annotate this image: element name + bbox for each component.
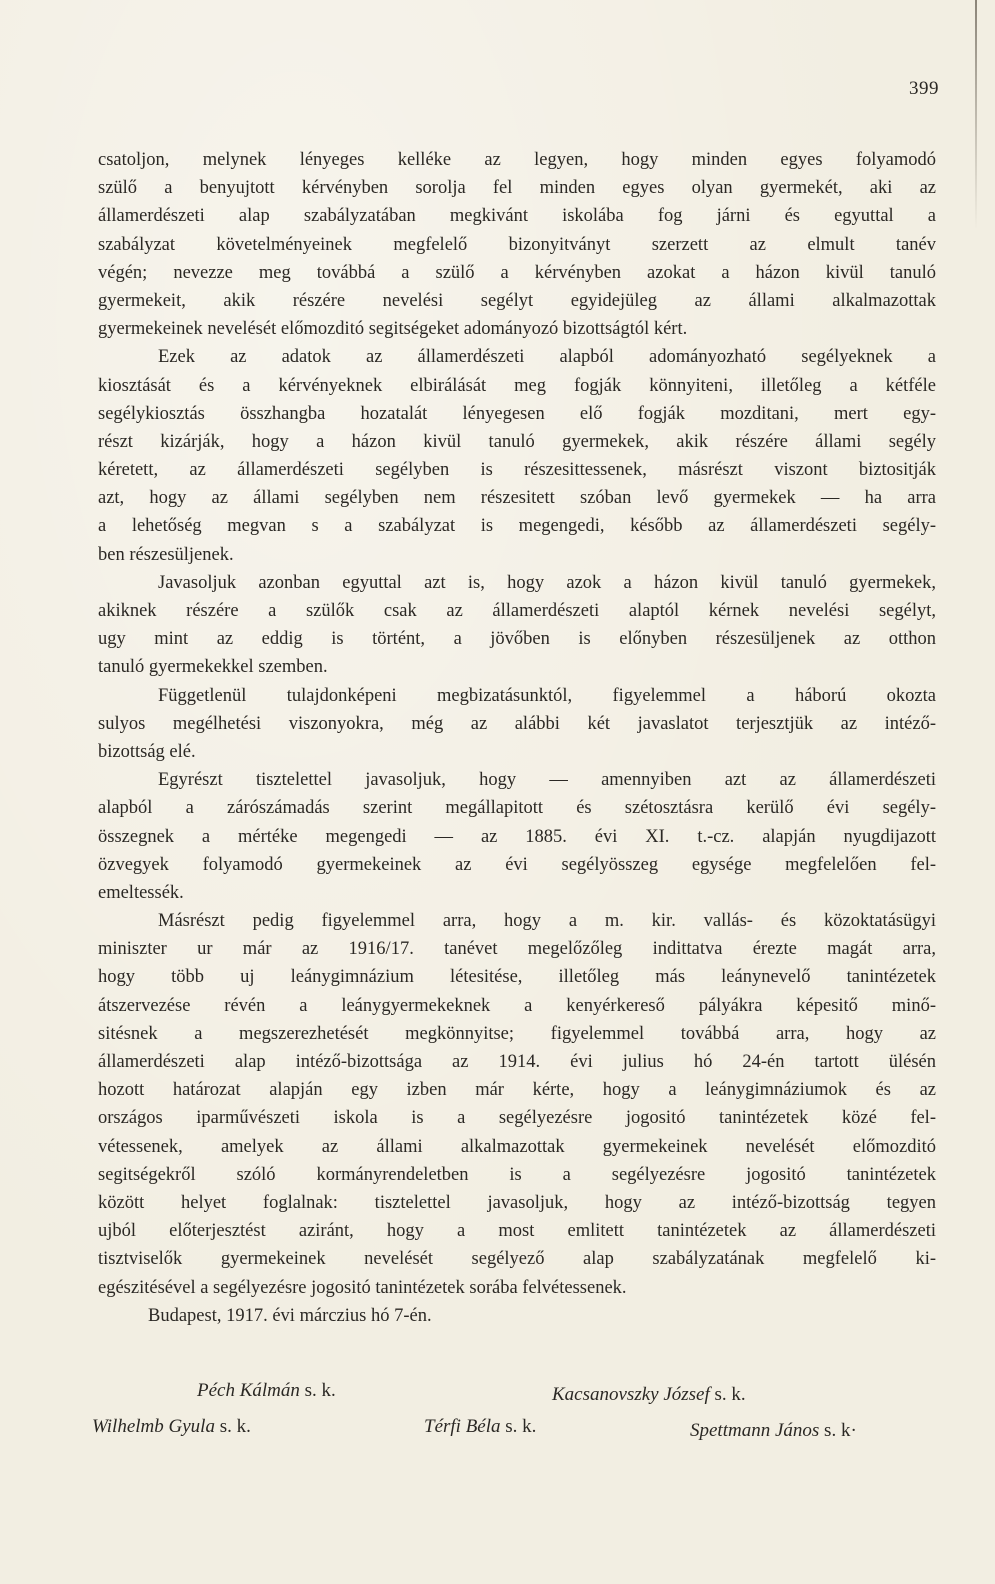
signature [92, 1416, 251, 1438]
text-line: miniszter ur már az 1916/17. tanévet megelőzőleg indittatva érezte magát arra, [98, 939, 936, 960]
signer-name: Péch Kálmán [197, 1380, 300, 1401]
text-line: segitségekről szóló kormányrendeletben is a segélyezésre jogositó tanintézetek [98, 1164, 936, 1185]
signature [552, 1384, 746, 1406]
text-line: alapból a zárószámadás szerint megállapitott és szétosztásra kerülő évi segély- [98, 798, 936, 819]
text-line: Másrészt pedig figyelemmel arra, hogy a m. kir. vallás- és közoktatásügyi [158, 911, 936, 932]
text-line: hogy több uj leánygimnázium létesitése, illetőleg más leánynevelő tanintézetek [98, 967, 936, 988]
text-line: akiknek részére a szülők csak az államerdészeti alaptól kérnek nevelési segélyt, [98, 601, 936, 621]
text-line: egészitésével a segélyezésre jogositó tanintézetek sorába felvétessenek. [98, 1277, 627, 1298]
text-line: végén; nevezze meg továbbá a szülő a kérvényben azokat a házon kivül tanuló [98, 262, 936, 283]
text-line: összegnek a mértéke megengedi — az 1885. évi XI. t.-cz. alapján nyugdijazott [98, 826, 936, 847]
text-line: Függetlenül tulajdonképeni megbizatásunktól, figyelemmel a háború okozta [158, 685, 936, 706]
text-line: azt, hogy az állami segélyben nem részesitett szóban levő gyermekek — ha arra [98, 488, 936, 509]
text-line: Javasoljuk azonban egyuttal azt is, hogy azok a házon kivül tanuló gyermekek, [158, 572, 936, 593]
text-line: hozott határozat alapján egy izben már kérte, hogy a leánygimnáziumok és az [98, 1080, 936, 1101]
text-line: szülő a benyujtott kérvényben sorolja fel minden egyes olyan gyermekét, aki az [98, 178, 936, 199]
text-line: között helyet foglalnak: tisztelettel javasoljuk, hogy az intéző-bizottság tegyen [98, 1192, 936, 1213]
text-line: segélykiosztás összhangba hozatalát lényegesen elő fogják mozditani, mert egy- [98, 403, 936, 424]
text-line: államerdészeti alap intéző-bizottsága az 1914. évi julius hó 24-én tartott ülésén [98, 1052, 936, 1072]
text-line: gyermekeit, akik részére nevelési segélyt egyidejüleg az állami alkalmazottak [98, 290, 936, 311]
text-line: bizottság elé. [98, 741, 196, 762]
body-text [98, 146, 936, 1330]
text-line: csatoljon, melynek lényeges kelléke az legyen, hogy minden egyes folyamodó [98, 150, 936, 170]
signature [424, 1416, 536, 1438]
signer-name: Kacsanovszky József [552, 1384, 710, 1405]
text-line: özvegyek folyamodó gyermekeinek az évi segélyösszeg egysége megfelelően fel- [98, 854, 936, 875]
signer-name: Térfi Béla [424, 1416, 501, 1437]
text-line: a lehetőség megvan s a szabályzat is megengedi, később az államerdészeti segély- [98, 516, 936, 537]
signature [197, 1380, 336, 1402]
page-edge-shadow [975, 0, 977, 230]
signature-suffix: s. k· [819, 1420, 857, 1441]
text-line: államerdészeti alap szabályzatában megkivánt iskolába fog járni és egyuttal a [98, 206, 936, 227]
place-and-date: Budapest, 1917. évi márczius hó 7-én. [148, 1305, 432, 1326]
text-line: sitésnek a megszerezhetését megkönnyitse; figyelemmel továbbá arra, hogy az [98, 1023, 936, 1044]
page-number: 399 [909, 78, 939, 99]
text-line: ugy mint az eddig is történt, a jövőben is előnyben részesüljenek az otthon [98, 629, 936, 650]
signer-name: Spettmann János [690, 1420, 820, 1441]
signature-suffix: s. k. [709, 1384, 746, 1405]
text-line: tanuló gyermekekkel szemben. [98, 657, 328, 678]
text-line: vétessenek, amelyek az állami alkalmazottak gyermekeinek nevelését előmozditó [98, 1136, 936, 1157]
signature-block [92, 1380, 942, 1460]
text-line: országos iparművészeti iskola is a segélyezésre jogositó tanintézetek közé fel- [98, 1108, 936, 1129]
text-line: kéretett, az államerdészeti segélyben is részesittessenek, másrészt viszont biztositják [98, 460, 936, 481]
text-line: ben részesüljenek. [98, 544, 234, 565]
text-line: részt kizárják, hogy a házon kivül tanuló gyermekek, akik részére állami segély [98, 431, 936, 452]
signature-suffix: s. k. [214, 1416, 251, 1437]
text-line: Egyrészt tisztelettel javasoljuk, hogy — amennyiben azt az államerdészeti [158, 770, 936, 791]
text-line: Ezek az adatok az államerdészeti alapból adományozható segélyeknek a [158, 347, 936, 368]
text-line: tisztviselők gyermekeinek nevelését segélyező alap szabályzatának megfelelő ki- [98, 1249, 936, 1270]
text-line: sulyos megélhetési viszonyokra, még az alábbi két javaslatot terjesztjük az intéző- [98, 713, 936, 734]
text-line: kiosztását és a kérvényeknek elbirálását meg fogják könnyiteni, illetőleg a kétféle [98, 375, 936, 396]
text-line: szabályzat követelményeinek megfelelő bizonyitványt szerzett az elmult tanév [98, 234, 936, 255]
text-line: emeltessék. [98, 882, 184, 903]
signature-suffix: s. k. [500, 1416, 537, 1437]
text-line: ujból előterjesztést aziránt, hogy a most emlitett tanintézetek az államerdészeti [98, 1221, 936, 1242]
text-line: átszervezése révén a leánygyermekeknek a kenyérkereső pályákra képesitő minő- [98, 995, 936, 1016]
text-line: gyermekeinek nevelését előmozditó segitségeket adományozó bizottságtól kért. [98, 319, 688, 340]
signature [690, 1420, 857, 1442]
signature-suffix: s. k. [299, 1380, 336, 1401]
signer-name: Wilhelmb Gyula [92, 1416, 215, 1437]
